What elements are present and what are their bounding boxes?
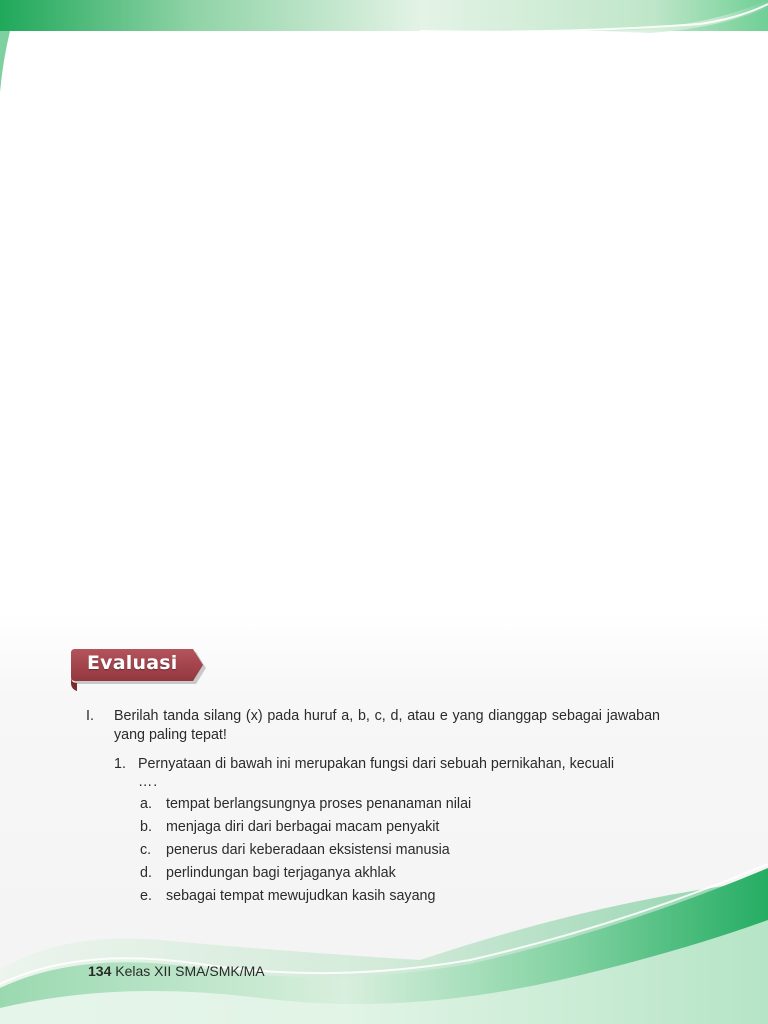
option-text: tempat berlangsungnya proses penanaman nilai (166, 796, 472, 812)
option-text: sebagai tempat mewujudkan kasih sayang (166, 888, 436, 904)
option-letter: d. (140, 865, 152, 881)
option-text: penerus dari keberadaan eksistensi manusia (166, 842, 450, 858)
top-wave-decoration (0, 0, 768, 92)
instruction-text: Berilah tanda silang (x) pada huruf a, b, c, d, atau e yang dianggap sebagai jawaban yang paling tepat! (114, 708, 660, 743)
question-text: Pernyataan di bawah ini merupakan fungsi dari sebuah pernikahan, kecuali (138, 756, 615, 772)
question-ellipsis: …. (138, 774, 159, 790)
question-number: 1. (114, 756, 126, 772)
option-text: menjaga diri dari berbagai macam penyakit (166, 819, 440, 835)
option-letter: e. (140, 888, 152, 904)
option-text: perlindungan bagi terjaganya akhlak (166, 865, 396, 881)
section-heading: Evaluasi (87, 652, 178, 674)
page-footer (88, 963, 265, 979)
instruction-number: I. (86, 708, 94, 724)
book-title: Kelas XII SMA/SMK/MA (115, 963, 265, 979)
option-letter: b. (140, 819, 152, 835)
option-letter: c. (140, 842, 152, 858)
bottom-wave-decoration (0, 860, 768, 1024)
page-number: 134 (88, 963, 112, 979)
option-letter: a. (140, 796, 152, 812)
